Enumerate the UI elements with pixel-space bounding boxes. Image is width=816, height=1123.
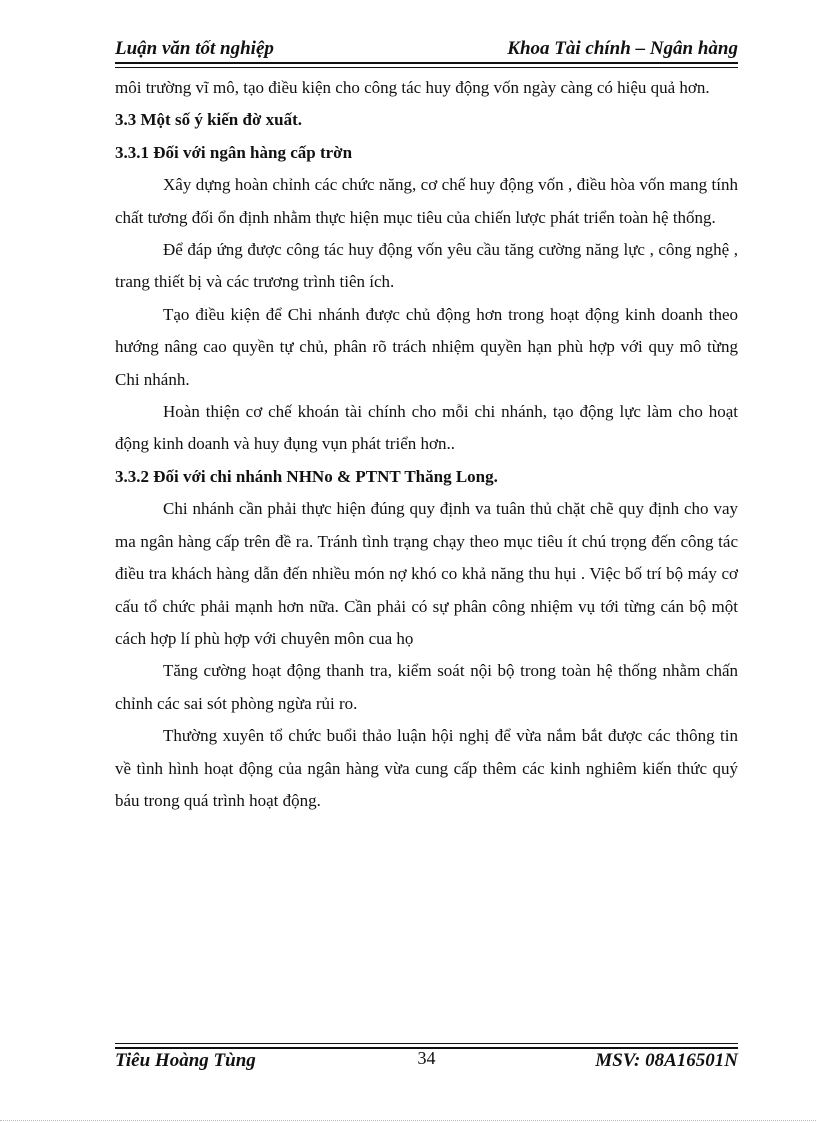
paragraph: Thường xuyên tổ chức buổi thảo luận hội nghị để vừa nắm bắt được các thông tin về tình hình hoạt động của ngân hàng vừa cung cấp thêm các kinh nghiêm kiến thức quý báu trong quá trình hoạt động. (115, 726, 738, 810)
footer-rule-thin (115, 1043, 738, 1044)
section-heading-3-3-2: 3.3.2 Đối với chi nhánh NHNo & PTNT Thăng Long. (115, 466, 498, 486)
document-body (115, 72, 738, 817)
paragraph: Tăng cường hoạt động thanh tra, kiểm soát nội bộ trong toàn hệ thống nhằm chấn chỉnh các sai sót phòng ngừa rủi ro. (115, 661, 738, 713)
paragraph: Tạo điều kiện để Chi nhánh được chủ động hơn trong hoạt động kinh doanh theo hướng nâng cao quyền tự chủ, phân rõ trách nhiệm quyền hạn phù hợp với quy mô từng Chi nhánh. (115, 304, 738, 389)
paragraph: Chi nhánh cần phải thực hiện đúng quy định va tuân thủ chặt chẽ quy định cho vay ma ngân hàng cấp trên đề ra. Tránh tình trạng chạy theo mục tiêu ít chú trọng đến công tác điều tra khách hàng dẫn đến nhiều món nợ khó co khả năng thu hụi . Việc bố trí bộ máy cơ cấu tổ chức phải mạnh hơn nữa. Cần phải có sự phân công nhiệm vụ tới từng cán bộ một cách hợp lí phù hợp với chuyên môn cua họ (115, 499, 738, 648)
footer-author: Tiêu Hoàng Tùng (115, 1050, 256, 1071)
header-rule-thin (115, 67, 738, 68)
page-footer (115, 1048, 738, 1074)
page-edge-divider (0, 1120, 816, 1121)
header-faculty: Khoa Tài chính – Ngân hàng (507, 38, 738, 59)
page-header (115, 36, 738, 64)
header-thesis-title: Luận văn tốt nghiệp (115, 38, 274, 59)
paragraph-continuation: môi trường vĩ mô, tạo điều kiện cho công tác huy động vốn ngày càng có hiệu quả hơn. (115, 78, 710, 97)
header-rule-thick (115, 62, 738, 64)
paragraph: Hoàn thiện cơ chế khoán tài chính cho mỗi chi nhánh, tạo động lực làm cho hoạt động kinh doanh và huy đụng vụn phát triển hơn.. (115, 402, 738, 454)
section-heading-3-3: 3.3 Một số ý kiến đờ xuất. (115, 110, 302, 130)
paragraph: Để đáp ứng được công tác huy động vốn yêu cầu tăng cường năng lực , công nghệ , trang thiết bị và các trương trình tiên ích. (115, 240, 738, 292)
footer-student-id: MSV: 08A16501N (595, 1050, 738, 1071)
section-heading-3-3-1: 3.3.1 Đối với ngân hàng cấp trờn (115, 142, 353, 162)
page-number: 34 (417, 1048, 436, 1068)
paragraph: Xây dựng hoàn chỉnh các chức năng, cơ chế huy động vốn , điều hòa vốn mang tính chất tương đối ổn định nhằm thực hiện mục tiêu của chiến lược phát triển toàn hệ thống. (115, 175, 738, 227)
